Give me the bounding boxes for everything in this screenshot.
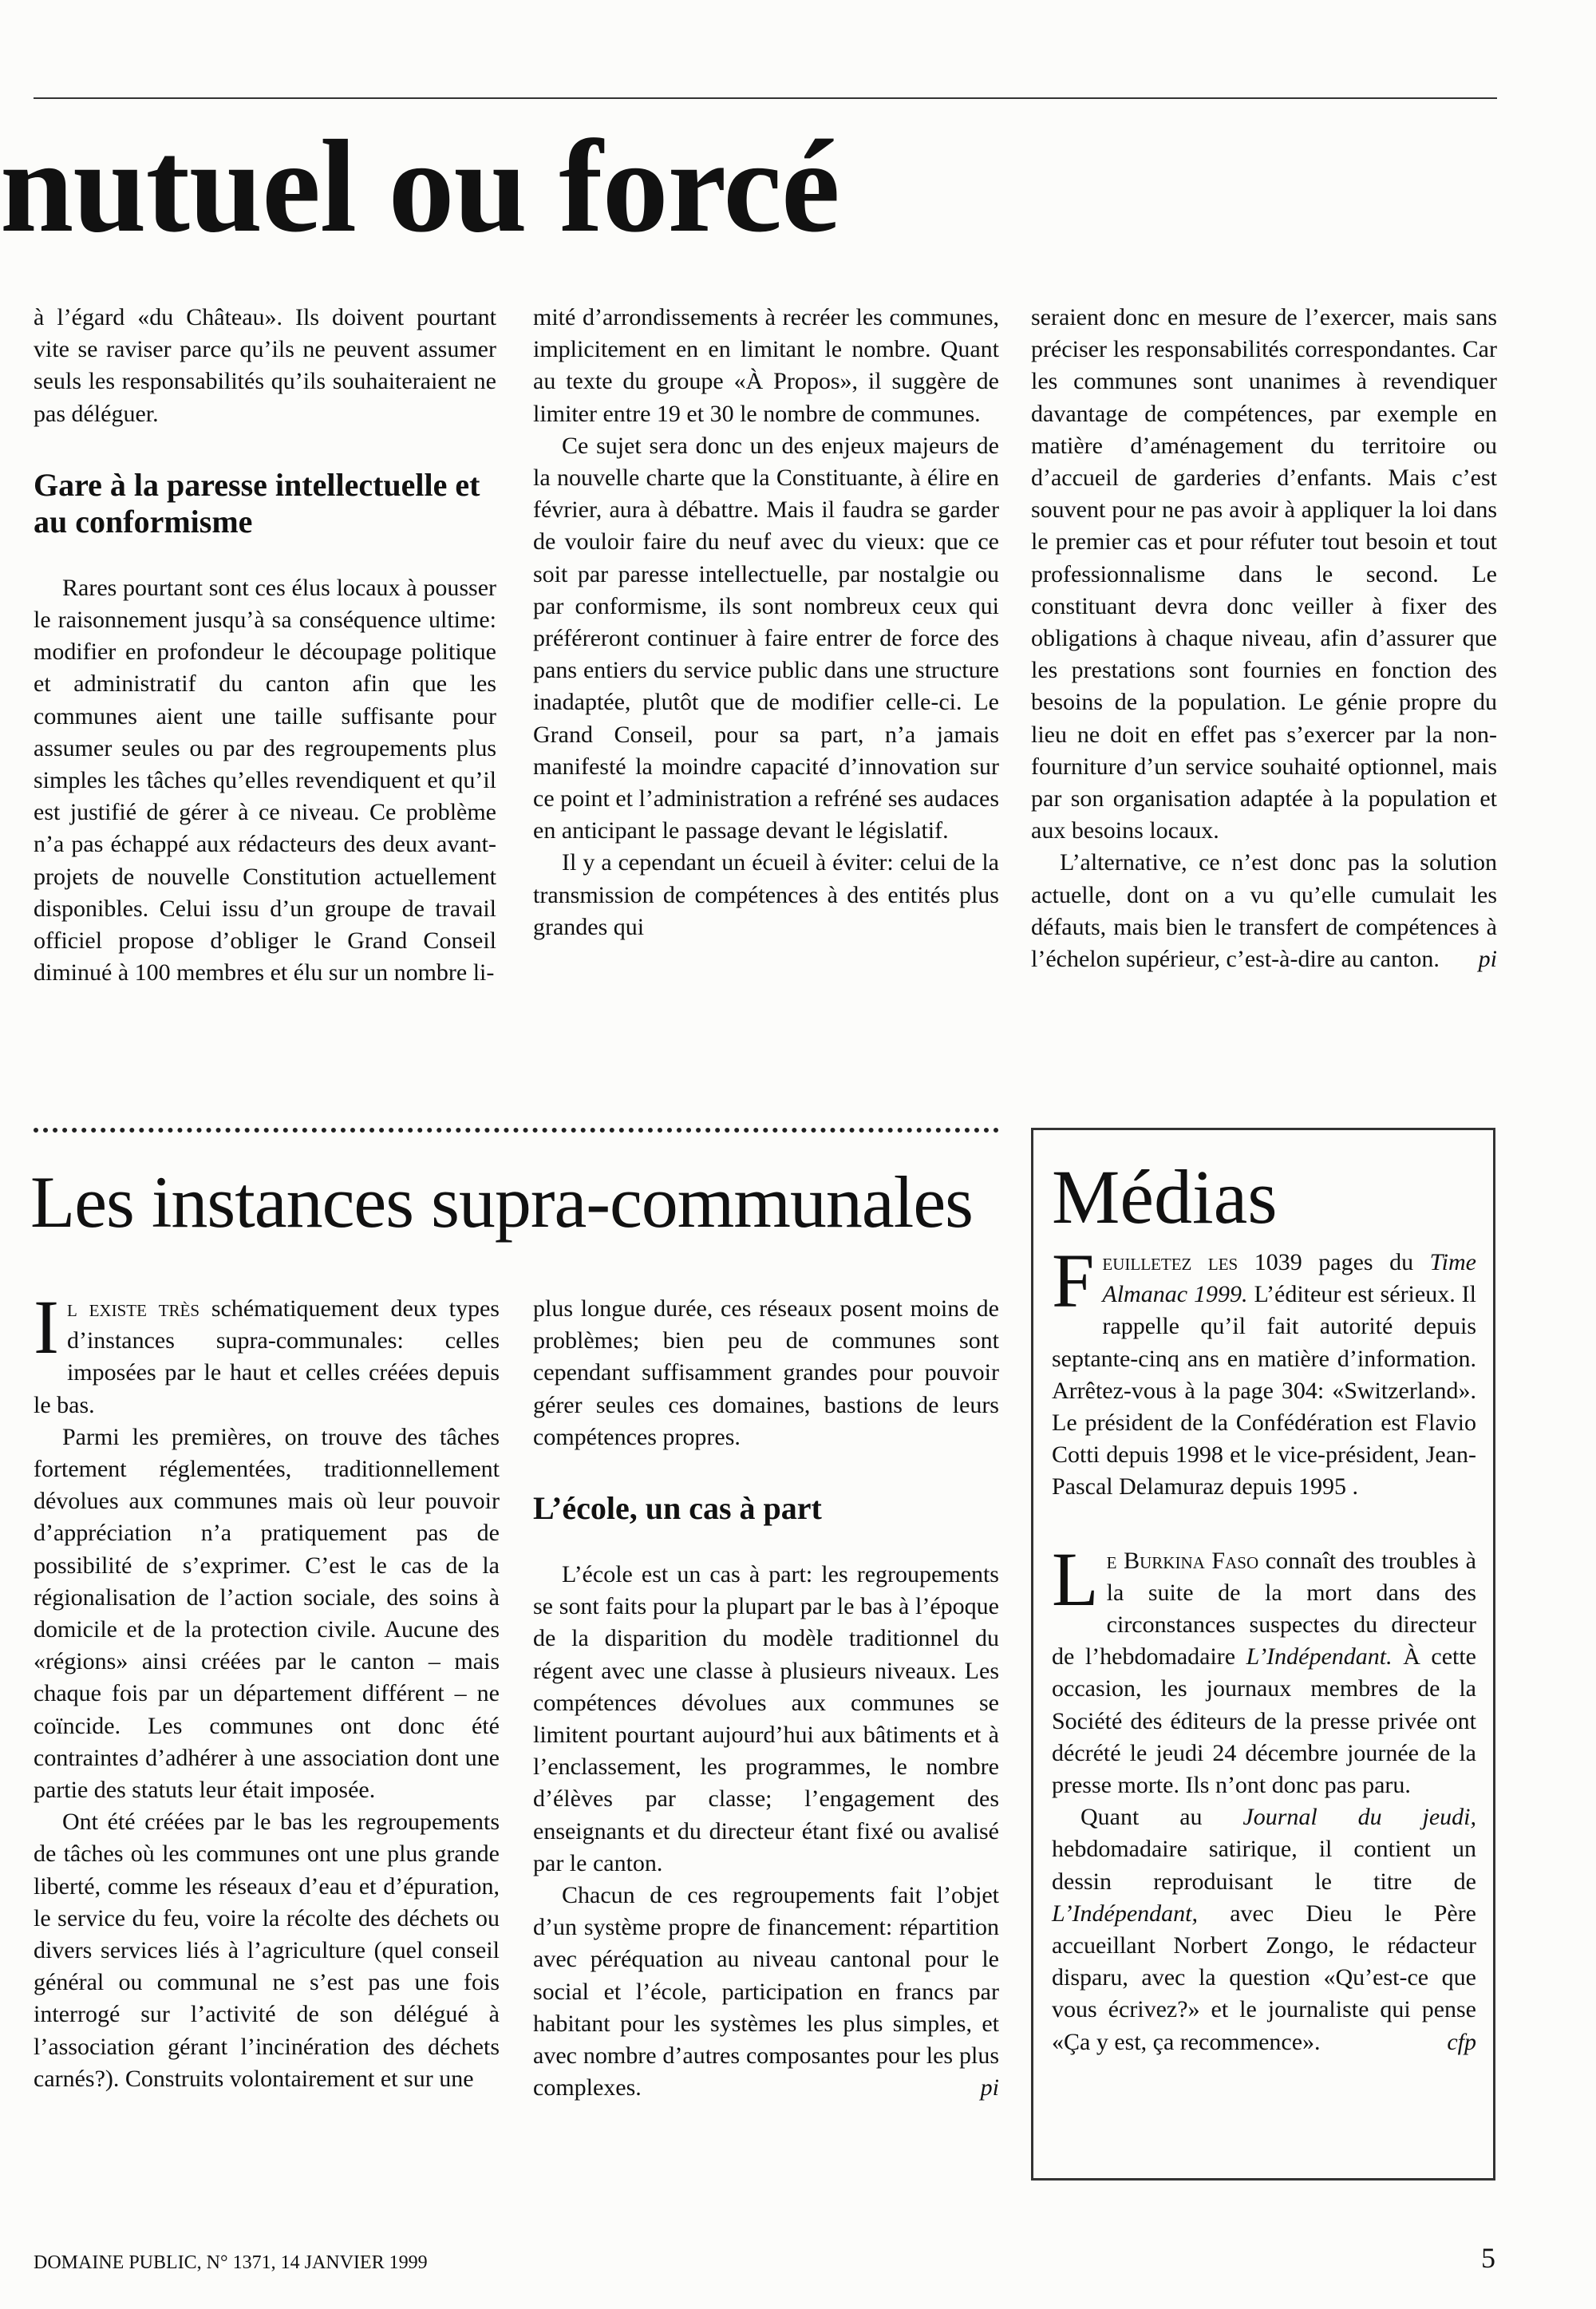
article1-column-3: [1031, 302, 1497, 975]
medias-item: [1052, 1238, 1476, 1504]
article1-paragraph: Il y a cependant un écueil à éviter: celui de la transmission de compétences à des entités plus grandes qui: [533, 849, 999, 940]
dropcap: I: [34, 1284, 59, 1370]
page-headline: nutuel ou forcé: [0, 113, 839, 259]
italic-title: L’Indépendant,: [1052, 1900, 1199, 1927]
footer-publication: DOMAINE PUBLIC, N° 1371, 14 JANVIER 1999: [34, 2252, 428, 2273]
article2-lead-paragraph: [34, 1284, 500, 1421]
article1-paragraph: mité d’arrondissements à recréer les communes, implicitement en en limitant le nombre. Quant au texte du groupe «À Propos», il suggère de limiter entre 19 et 30 le nombre de communes.: [533, 304, 999, 427]
lead-smallcaps: l existe très: [66, 1295, 200, 1322]
text: connaît des troubles à la suite de la mort dans des circonstances suspectes du directeur de l’hebdomadaire: [1052, 1547, 1476, 1670]
article1-paragraph: [1031, 847, 1497, 975]
article2-paragraph: plus longue durée, ces réseaux posent moins de problèmes; bien peu de communes sont cependant suffisamment grandes pour pouvoir gérer seules ces domaines, bastions de leurs compétences propres.: [533, 1295, 999, 1450]
text: 1039 pages du: [1238, 1249, 1430, 1275]
article2-subhead: L’école, un cas à part: [533, 1490, 822, 1527]
medias-item: [1052, 1801, 1476, 2058]
italic-title: Time Almanac 1999.: [1102, 1249, 1476, 1308]
article1-paragraph: seraient donc en mesure de l’exercer, mais sans préciser les responsabilités correspondantes. Car les communes sont unanimes à revendiquer davantage de compétences, par exemple en matière d’aménagement du territoire ou d’accueil de garderies d’enfants. Mais c’est souvent pour ne pas avoir à appliquer la loi dans le premier cas et pour réfuter tout besoin et tout professionnalisme dans le second. Le constituant devra donc veiller à fixer des obligations à chaque niveau, afin d’assurer que les prestations sont fournies en fonction des besoins de la population. Le génie propre du lieu ne doit en effet pas s’exercer par la non-fourniture d’un service souhaité optionnel, mais par son organisation adaptée à la population et aux besoins locaux.: [1031, 304, 1497, 844]
article1-last-text: L’alternative, ce n’est donc pas la solution actuelle, dont on a vu qu’elle cumulait les défauts, mais bien le transfert de compétences à l’échelon supérieur, c’est-à-dire au canton.: [1031, 849, 1497, 973]
article2-paragraph: L’école est un cas à part: les regroupements se sont faits pour la plupart par le bas à l’époque de la disparition du modèle traditionnel du régent avec une classe à plusieurs niveaux. Les compétences dévolues aux communes se limitent pourtant aujourd’hui aux bâtiments et à l’enclassement, les programmes, le nombre d’élèves par classe; l’engagement des enseignants et du directeur étant fixé ou avalisé par le canton.: [533, 1561, 999, 1876]
dotted-separator: [34, 1128, 999, 1133]
text: hebdomadaire satirique, il contient un dessin reproduisant le titre de: [1052, 1836, 1476, 1895]
article1-column-1: [34, 302, 496, 989]
dropcap: F: [1052, 1238, 1095, 1323]
article1-paragraph: Ce sujet sera donc un des enjeux majeurs de la nouvelle charte que la Constituante, à élire en février, aura à débattre. Mais il faudra se garder de vouloir faire du neuf avec du vieux: que ce soit par paresse intellectuelle, par nostalgie ou par conformisme, ils sont nombreux ceux qui préféreront continuer à faire entrer de force des pans entiers du service public dans une structure inadaptée, plutôt que de modifier celle-ci. Le Grand Conseil, pour sa part, n’a jamais manifesté la moindre capacité d’innovation sur ce point et l’administration a refréné ses audaces en anticipant le passage devant le législatif.: [533, 432, 999, 844]
article2-column-2: [533, 1293, 999, 2104]
text: L’éditeur est sérieux. Il rappelle qu’il fait autorité depuis septante-cinq ans en matière d’information. Arrêtez-vous à la page 304: «Switzerland». Le président de la Confédération est Flavio Cotti depuis 1998 et le vice-président, Jean-Pascal Delamuraz depuis 1995 .: [1052, 1281, 1476, 1500]
italic-title: Journal du jeudi,: [1242, 1804, 1476, 1831]
smallcaps-lead: e Burkina Faso: [1106, 1547, 1259, 1574]
article1-signature: pi: [1478, 946, 1497, 973]
text: avec Dieu le Père accueillant Norbert Zongo, le rédacteur disparu, avec la question «Qu’est-ce que vous écrivez?» et le journaliste qui pense «Ça y est, ça recommence».: [1052, 1900, 1476, 2055]
article2-paragraph: [533, 1880, 999, 2104]
medias-signature: cfp: [1447, 2028, 1476, 2055]
italic-title: L’Indépendant.: [1246, 1643, 1393, 1670]
medias-title: Médias: [1052, 1154, 1278, 1240]
article2-column-1: [34, 1284, 500, 2095]
medias-column: [1052, 1238, 1476, 2058]
page-number: 5: [1481, 2242, 1495, 2274]
article1-subhead: Gare à la paresse intellectuelle et au conformisme: [34, 466, 480, 540]
top-rule: [34, 97, 1497, 99]
article2-last-text: Chacun de ces regroupements fait l’objet d’un système propre de financement: répartition avec péréquation au niveau cantonal pour le social et l’école, participation en francs par habitant pour les systèmes les plus simples, et avec nombre d’autres composantes pour les plus complexes.: [533, 1882, 999, 2101]
article1-paragraph: à l’égard «du Château». Ils doivent pourtant vite se raviser parce qu’ils ne peuvent assumer seuls les responsabilités qu’ils souhaiteraient ne pas déléguer.: [34, 304, 496, 427]
article2-title: Les instances supra-communales: [30, 1161, 973, 1243]
text: À cette occasion, les journaux membres de la Société des éditeurs de la presse privée ont décrété le jeudi 24 décembre journée de la presse morte. Ils n’ont donc pas paru.: [1052, 1643, 1476, 1799]
article2-paragraph: Ont été créées par le bas les regroupements de tâches où les communes ont une plus grande liberté, comme les réseaux d’eau et d’épuration, le service du feu, voire la récolte des déchets ou divers services liés à l’agriculture (quel conseil général ou communal ne s’est pas une fois interrogé sur l’activité de son délégué à l’association gérant l’incinération des déchets carnés?). Construits volontairement et sur une: [34, 1809, 500, 2092]
article1-paragraph: Rares pourtant sont ces élus locaux à pousser le raisonnement jusqu’à sa conséquence ultime: modifier en profondeur le découpage politique et administratif du canton afin que les communes aient une taille suffisante pour assumer seules ou par des regroupements plus simples les tâches qu’elles revendiquent et qu’il est justifié de gérer à ce niveau. Ce problème n’a pas échappé aux rédacteurs des deux avant-projets de nouvelle Constitution actuellement disponibles. Celui issu d’un groupe de travail officiel propose d’obliger le Grand Conseil diminué à 100 membres et élu sur un nombre li-: [34, 574, 496, 986]
dropcap: L: [1052, 1536, 1099, 1622]
article2-paragraph: Parmi les premières, on trouve des tâches fortement réglementées, traditionnellement dévolues aux communes mais où leur pouvoir d’appréciation n’a pratiquement pas de possibilité de s’exprimer. C’est le cas de la régionalisation de l’action sociale, des soins à domicile et de la protection civile. Aucune des «régions» ainsi créées par le canton – mais chaque fois par un département différent – ne coïncide. Les communes ont donc été contraintes d’adhérer à une association dont une partie des statuts leur était imposée.: [34, 1423, 500, 1804]
lead-text: schématiquement deux types d’instances supra-communales: celles imposées par le haut et celles créées depuis le bas.: [34, 1295, 500, 1418]
article1-column-2: [533, 302, 999, 943]
text: Quant au: [1080, 1804, 1243, 1831]
article2-signature: pi: [980, 2074, 999, 2101]
medias-item: [1052, 1536, 1476, 1802]
smallcaps-lead: euilletez les: [1102, 1249, 1238, 1275]
